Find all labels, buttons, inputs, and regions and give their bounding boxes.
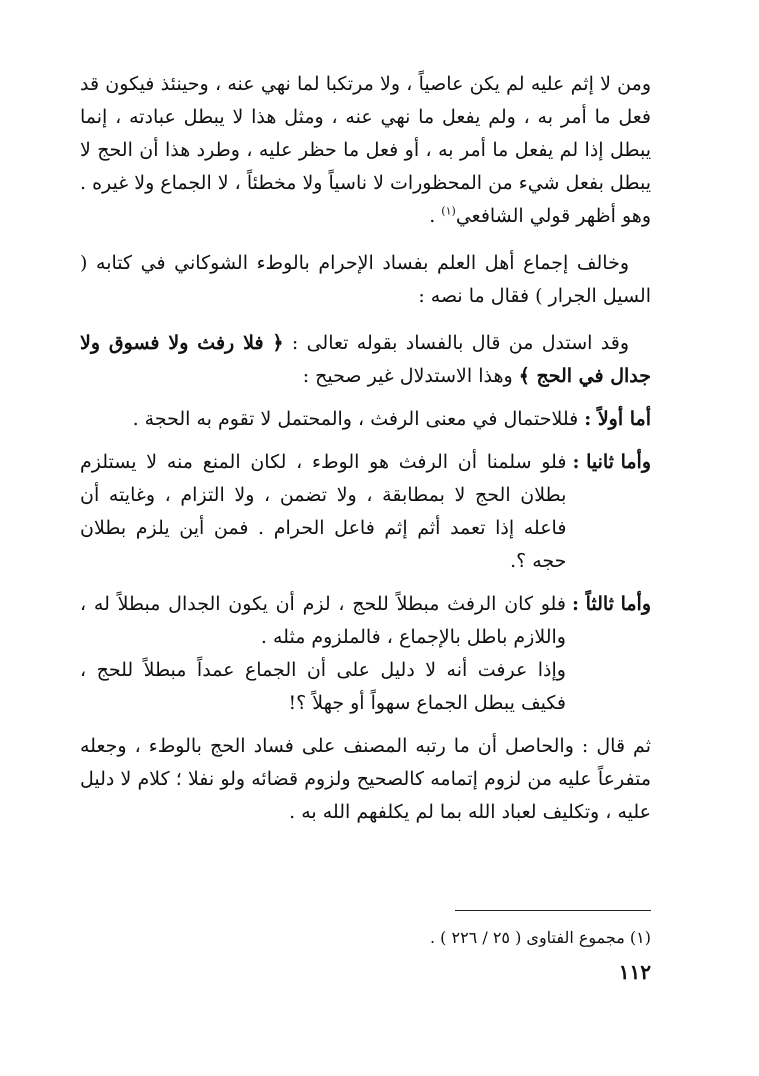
- paragraph-2: وخالف إجماع أهل العلم بفساد الإحرام بالوطء الشوكاني في كتابه ( السيل الجرار ) فقال ما نصه :: [80, 252, 651, 307]
- point-third-heading: وأما ثالثاً :: [571, 593, 651, 615]
- paragraph-3-end: وهذا الاستدلال غير صحيح :: [302, 365, 519, 387]
- point-first-heading: أما أولاً :: [584, 408, 651, 430]
- paragraph-3-start: وقد استدل من قال بالفساد بقوله تعالى :: [283, 332, 629, 354]
- point-first-text: فللاحتمال في معنى الرفث ، والمحتمل لا تقوم به الحجة .: [132, 408, 579, 430]
- page-number: ١١٢: [618, 960, 651, 984]
- point-third-text-1: فلو كان الرفث مبطلاً للحج ، لزم أن يكون الجدال مبطلاً له ، واللازم باطل بالإجماع ، فالملزوم مثله .: [80, 593, 566, 648]
- paragraph-1-end: .: [429, 205, 442, 227]
- point-second: [80, 446, 651, 578]
- point-third-text-2: وإذا عرفت أنه لا دليل على أن الجماع عمداً مبطلاً للحج ، فكيف يبطل الجماع سهواً أو جهلاً ؟!: [80, 659, 566, 714]
- point-second-text: فلو سلمنا أن الرفث هو الوطء ، لكان المنع منه لا يستلزم بطلان الحج لا بمطابقة ، ولا تضمن ، ولا التزام ، وغايته أن فاعله إذا تعمد أثم إثم فاعل الحرام . فمن أين يلزم بطلان حجه ؟.: [80, 451, 567, 572]
- quran-verse: ﴿ فلا رفث ولا فسوق ولا جدال في الحج ﴾: [80, 332, 651, 387]
- point-first: [80, 403, 651, 436]
- paragraph-1: [80, 68, 651, 233]
- footnote-divider: [455, 910, 651, 911]
- point-second-heading: وأما ثانيا :: [572, 451, 651, 473]
- paragraph-final: ثم قال : والحاصل أن ما رتبه المصنف على فساد الحج بالوطء ، وجعله متفرعاً عليه من لزوم إتمامه كالصحيح ولزوم قضائه ولو نفلا ؛ كلام لا دليل عليه ، وتكليف لعباد الله بما لم يكلفهم الله به .: [80, 735, 651, 823]
- paragraph-3: [80, 327, 651, 393]
- point-third: [80, 588, 651, 720]
- footnote-reference: (١): [441, 204, 456, 218]
- paragraph-1-text: ومن لا إثم عليه لم يكن عاصياً ، ولا مرتكبا لما نهي عنه ، وحينئذ فيكون قد فعل ما أمر به ، ولم يفعل ما نهي عنه ، ومثل هذا لا يبطل عبادته ، إنما يبطل إذا لم يفعل ما أمر به ، أو فعل ما حظر عليه ، وطرد هذا أن الحج لا يبطل بفعل شيء من المحظورات لا ناسياً ولا مخطئاً ، لا الجماع ولا غيره . وهو أظهر قولي الشافعي: [80, 73, 651, 227]
- footnote: (١) مجموع الفتاوى ( ٢٥ / ٢٢٦ ) .: [429, 928, 651, 947]
